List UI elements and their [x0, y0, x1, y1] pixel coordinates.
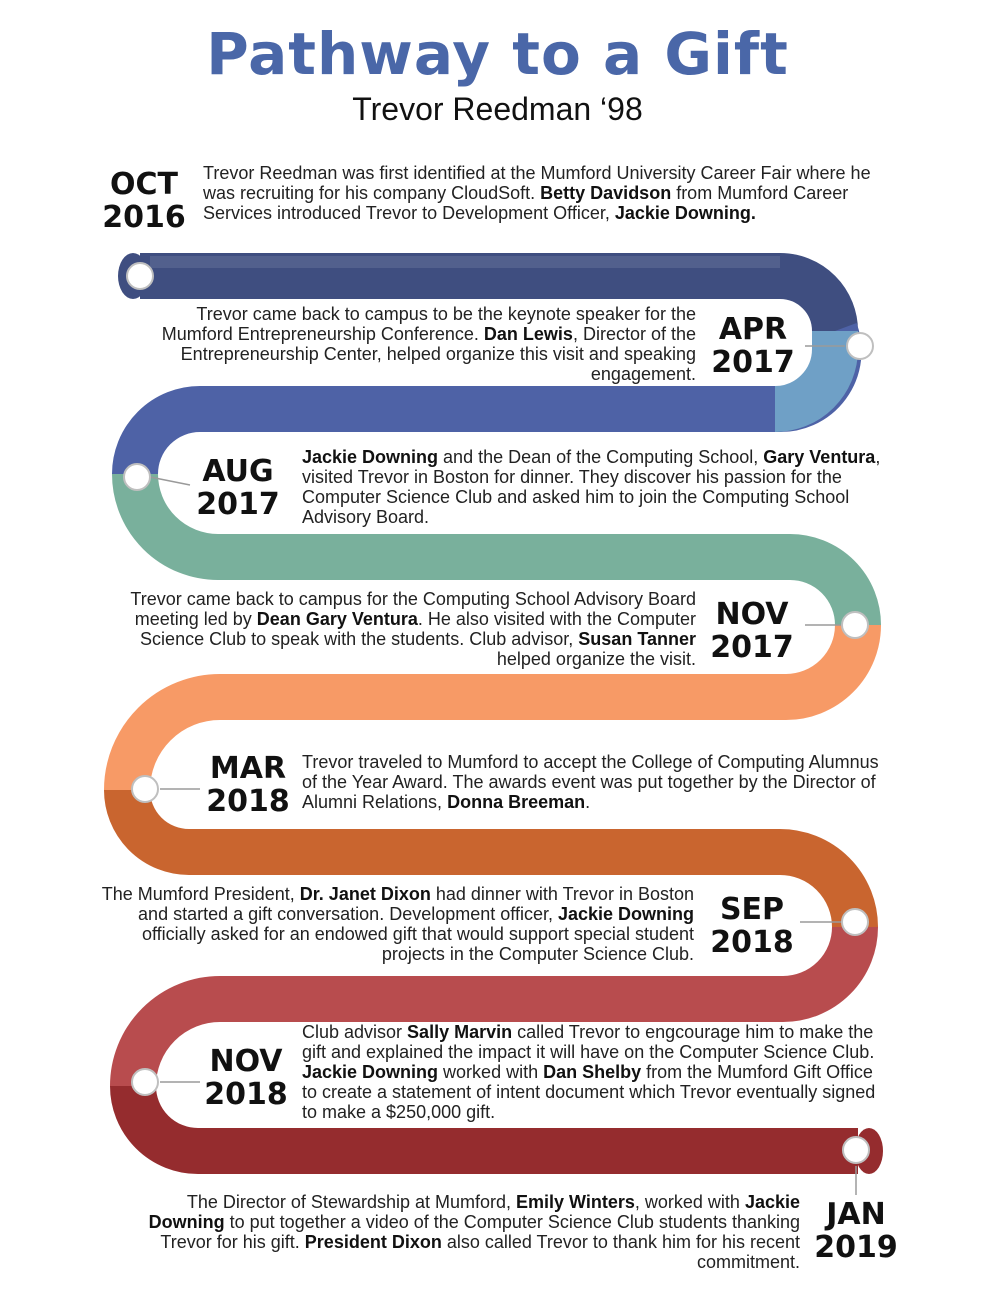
person-name: Dan Shelby	[543, 1062, 642, 1082]
month-label: APR	[718, 312, 788, 347]
person-name: Gary Ventura	[763, 447, 876, 467]
year-label: 2018	[206, 784, 290, 819]
person-name: Jackie Downing	[557, 904, 694, 924]
milestone-dot-oct-2016	[127, 263, 153, 289]
month-label: SEP	[719, 892, 785, 927]
description-text: .	[585, 792, 591, 812]
year-label: 2018	[710, 925, 794, 960]
date-oct-2016	[84, 168, 204, 234]
description-text: The Mumford President,	[101, 884, 300, 904]
event-description-oct-2016	[203, 163, 873, 223]
month-label: MAR	[209, 751, 287, 786]
date-nov-2017	[692, 598, 812, 664]
description-text: , Director of the Entrepreneurship Center, helped organize this visit and speaking engagement.	[180, 324, 696, 384]
year-label: 2018	[204, 1077, 288, 1112]
year-label: 2017	[711, 345, 795, 380]
month-label: NOV	[209, 1044, 283, 1079]
description-text: Trevor came back to campus to be the keynote speaker for the Mumford Entrepreneurship Conference.	[161, 304, 696, 344]
person-name: Dan Lewis	[483, 324, 573, 344]
description-text: to put together a video of the Computer Science Club students thanking Trevor for his gift.	[160, 1212, 800, 1252]
milestone-dot-nov-2018	[132, 1069, 158, 1095]
description-text: Trevor Reedman was first identified at the Mumford University Career Fair where he was recruiting for his company CloudSoft.	[203, 163, 871, 203]
year-label: 2017	[710, 630, 794, 665]
description-text: called Trevor to engcourage him to make the gift and explained the impact it will have on the Computer Science Club.	[302, 1022, 875, 1062]
description-text: worked with	[438, 1062, 544, 1082]
event-description-nov-2018	[302, 1022, 892, 1122]
date-apr-2017	[693, 313, 813, 379]
person-name: Sally Marvin	[407, 1022, 513, 1042]
description-text: , worked with	[634, 1192, 745, 1212]
year-label: 2019	[814, 1230, 898, 1265]
description-text: also called Trevor to thank him for his recent commitment.	[441, 1232, 800, 1272]
event-description-sep-2018	[90, 884, 694, 964]
year-label: 2016	[102, 200, 186, 235]
person-name: Jackie Downing	[148, 1192, 800, 1232]
page-subtitle: Trevor Reedman ‘98	[352, 91, 643, 127]
month-label: JAN	[826, 1197, 886, 1232]
month-label: NOV	[715, 597, 789, 632]
event-description-aug-2017	[302, 447, 892, 527]
event-description-jan-2019	[120, 1192, 800, 1272]
event-description-nov-2017	[100, 589, 696, 669]
milestone-dot-jan-2019	[843, 1137, 869, 1163]
event-description-apr-2017	[160, 304, 696, 384]
description-text: helped organize the visit.	[496, 649, 696, 669]
description-text: from Mumford Career Services introduced Trevor to Development Officer,	[203, 183, 849, 223]
description-text: from the Mumford Gift Office to create a statement of intent document which Trevor eventually signed to make a $250,000 gift.	[302, 1062, 876, 1122]
description-text: officially asked for an endowed gift that would support special student projects in the Computer Science Club.	[141, 924, 694, 964]
description-text: The Director of Stewardship at Mumford,	[186, 1192, 517, 1212]
description-text: Club advisor	[302, 1022, 408, 1042]
description-text: . He also visited with the Computer Science Club to speak with the students. Club advisor,	[140, 609, 696, 649]
person-name: Betty Davidson	[540, 183, 672, 203]
person-name: Jackie Downing	[302, 1062, 439, 1082]
person-name: President Dixon	[304, 1232, 442, 1252]
description-text: and the Dean of the Computing School,	[438, 447, 764, 467]
month-label: AUG	[202, 454, 274, 489]
date-jan-2019	[796, 1198, 916, 1264]
person-name: Jackie Downing	[302, 447, 439, 467]
date-aug-2017	[178, 455, 298, 521]
description-text: had dinner with Trevor in Boston and started a gift conversation. Development officer,	[138, 884, 694, 924]
milestone-dot-sep-2018	[842, 909, 868, 935]
date-mar-2018	[188, 752, 308, 818]
milestone-dot-aug-2017	[124, 464, 150, 490]
page-title: Pathway to a Gift	[206, 20, 789, 88]
person-name: Emily Winters	[516, 1192, 635, 1212]
description-text: , visited Trevor in Boston for dinner. They discover his passion for the Computer Science Club and asked him to join the Computing School Advisory Board.	[302, 447, 881, 527]
year-label: 2017	[196, 487, 280, 522]
person-name: Susan Tanner	[578, 629, 696, 649]
description-text: Trevor traveled to Mumford to accept the College of Computing Alumnus of the Year Award. The awards event was put together by the Director of Alumni Relations,	[302, 752, 879, 812]
month-label: OCT	[110, 167, 178, 202]
milestone-dot-nov-2017	[842, 612, 868, 638]
description-text: Trevor came back to campus for the Computing School Advisory Board meeting led by	[130, 589, 696, 629]
milestone-dot-apr-2017	[847, 333, 873, 359]
person-name: Donna Breeman	[447, 792, 586, 812]
date-sep-2018	[692, 893, 812, 959]
person-name: Jackie Downing.	[614, 203, 756, 223]
person-name: Dean Gary Ventura	[256, 609, 418, 629]
person-name: Dr. Janet Dixon	[299, 884, 431, 904]
event-description-mar-2018	[302, 752, 880, 812]
date-nov-2018	[186, 1045, 306, 1111]
milestone-dot-mar-2018	[132, 776, 158, 802]
